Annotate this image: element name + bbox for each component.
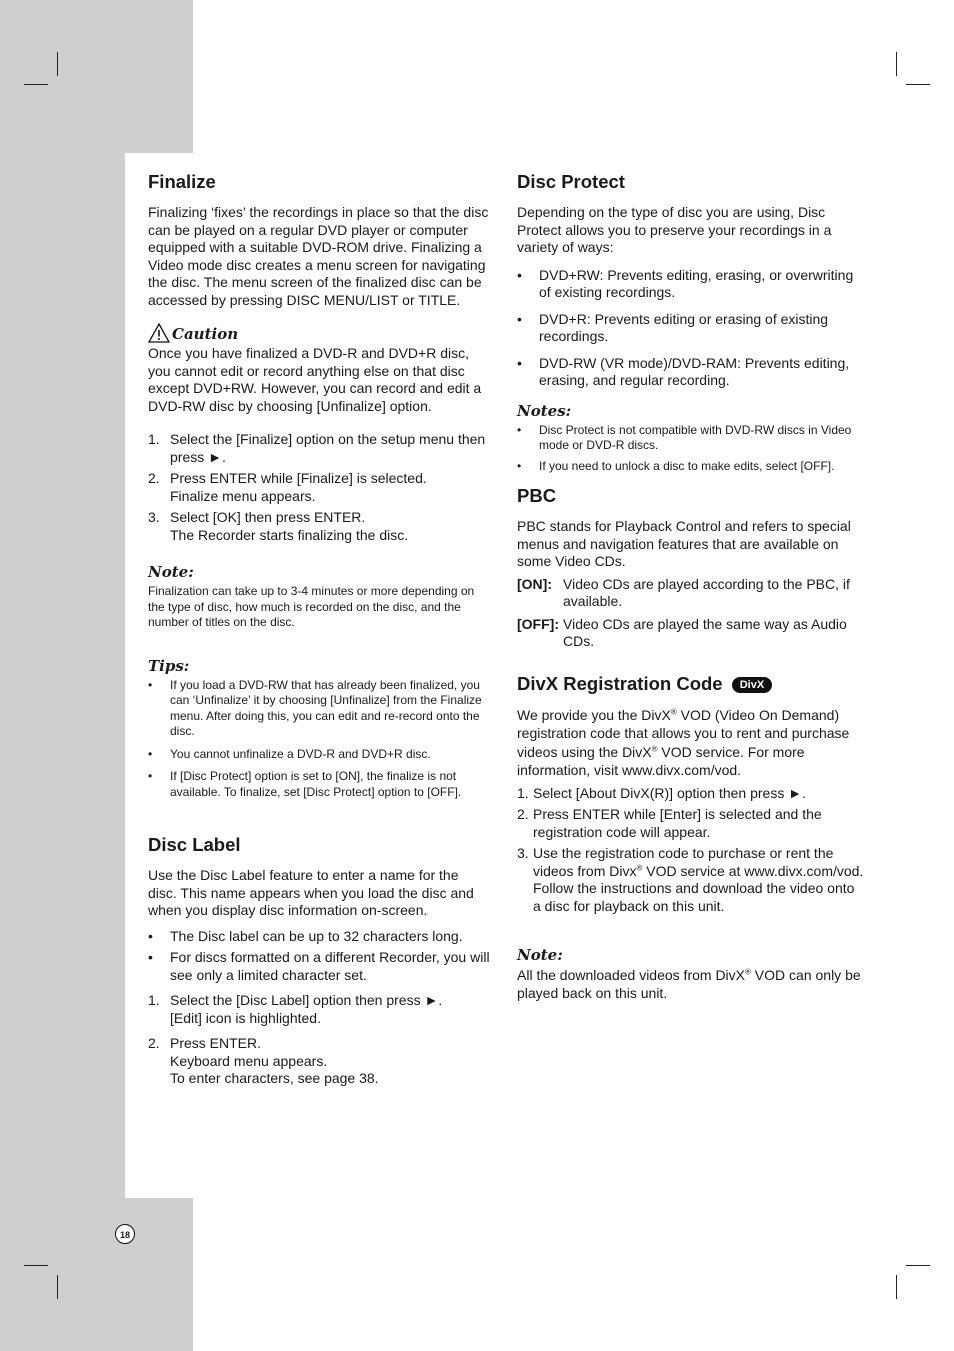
disc-protect-section	[517, 170, 865, 474]
disc-label-heading: Disc Label	[148, 834, 241, 855]
list-item: • DVD+RW: Prevents editing, erasing, or overwriting of existing recordings.	[517, 266, 854, 300]
left-column	[148, 170, 490, 1088]
list-item: 3. Use the registration code to purchase or rent the videos from Divx® VOD service at www.divx.com/vod. Follow the instructions and download the video onto a disc for playback on this unit.	[517, 845, 864, 914]
disc-protect-intro: Depending on the type of disc you are using, Disc Protect allows you to preserve your recordings in a variety of ways:	[517, 204, 832, 255]
pbc-heading: PBC	[517, 485, 557, 506]
disc-protect-notes-heading: Notes:	[517, 401, 572, 420]
finalize-heading: Finalize	[148, 171, 216, 192]
finalize-intro: Finalizing ‘fixes’ the recordings in place so that the disc can be played on a regular DVD player or computer equipped with a suitable DVD-ROM drive. Finalizing a Video mode disc creates a menu screen for navigating the disc. The menu screen of the finalized disc can be accessed by pressing DISC MENU/LIST or TITLE.	[148, 204, 489, 308]
crop-mark	[906, 1265, 930, 1266]
list-item: • If you load a DVD-RW that has already been finalized, you can ‘Unfinalize’ it by choosing [Unfinalize] from the Finalize menu. After doing this, you can edit and re-record onto the disc.	[148, 677, 482, 738]
pbc-option-on: [ON]: Video CDs are played according to the PBC, if available.	[517, 575, 850, 609]
disc-protect-heading: Disc Protect	[517, 171, 625, 192]
crop-mark	[896, 52, 897, 76]
list-item: • The Disc label can be up to 32 characters long.	[148, 927, 463, 944]
margin-band-top	[0, 0, 193, 153]
caution-text: Once you have finalized a DVD-R and DVD+R disc, you cannot edit or record anything else on that disc except DVD+RW. However, you can record and edit a DVD-RW disc by choosing [Unfinalize] option.	[148, 345, 482, 414]
list-item: 2. Press ENTER. Keyboard menu appears. To enter characters, see page 38.	[148, 1035, 379, 1086]
right-column	[517, 170, 865, 1002]
margin-band-bottom	[0, 1198, 193, 1351]
list-item: 1. Select [About DivX(R)] option then press ►.	[517, 784, 806, 801]
list-item: 1. Select the [Finalize] option on the setup menu then press ►.	[148, 431, 486, 465]
list-item: 3. Select [OK] then press ENTER. The Recorder starts finalizing the disc.	[148, 509, 409, 543]
list-item: • Disc Protect is not compatible with DVD-RW discs in Video mode or DVD-R discs.	[517, 422, 852, 452]
margin-band-left	[0, 153, 125, 1198]
disc-protect-notes	[517, 423, 865, 475]
tips-heading: Tips:	[148, 656, 190, 675]
list-item: • If you need to unlock a disc to make edits, select [OFF].	[517, 458, 835, 473]
divx-note-heading: Note:	[517, 946, 563, 964]
disc-label-bullets	[148, 928, 490, 985]
disc-label-section	[148, 833, 490, 1088]
page-number: 18	[115, 1224, 135, 1244]
list-item: • If [Disc Protect] option is set to [ON], the finalize is not available. To finalize, set [Disc Protect] option to [OFF].	[148, 769, 462, 799]
divx-steps	[517, 785, 865, 916]
list-item: 2. Press ENTER while [Finalize] is selected. Finalize menu appears.	[148, 470, 427, 504]
warning-triangle-icon	[148, 323, 170, 343]
list-item: • For discs formatted on a different Recorder, you will see only a limited character set.	[148, 949, 490, 983]
list-item: • You cannot unfinalize a DVD-R and DVD+R disc.	[148, 746, 431, 761]
finalize-note-heading: Note:	[148, 563, 194, 581]
finalize-steps	[148, 431, 490, 544]
disc-label-intro: Use the Disc Label feature to enter a name for the disc. This name appears when you load the disc and when you display disc information on-screen.	[148, 867, 474, 918]
list-item: 2. Press ENTER while [Enter] is selected and the registration code will appear.	[517, 806, 822, 840]
tips-list	[148, 678, 490, 801]
disc-protect-bullets	[517, 267, 865, 390]
divx-heading: DivX Registration Code DivX	[517, 672, 865, 696]
finalize-section	[148, 170, 490, 800]
crop-mark	[906, 84, 930, 85]
list-item: • DVD+R: Prevents editing or erasing of existing recordings.	[517, 310, 829, 344]
crop-mark	[896, 1275, 897, 1299]
pbc-option-off: [OFF]: Video CDs are played the same way as Audio CDs.	[517, 615, 847, 649]
disc-label-steps	[148, 992, 490, 1088]
divx-note-text: All the downloaded videos from DivX® VOD can only be played back on this unit.	[517, 967, 861, 1001]
list-item: • DVD-RW (VR mode)/DVD-RAM: Prevents editing, erasing, and regular recording.	[517, 354, 850, 388]
divx-intro: We provide you the DivX® VOD (Video On Demand) registration code that allows you to rent and purchase videos using the DivX® VOD service. For more information, visit www.divx.com/vod.	[517, 706, 850, 778]
pbc-intro: PBC stands for Playback Control and refers to special menus and navigation features that are available on some Video CDs.	[517, 518, 851, 569]
divx-badge: DivX	[732, 677, 772, 693]
crop-mark	[24, 1265, 48, 1266]
crop-mark	[24, 84, 48, 85]
divx-section	[517, 672, 865, 1003]
pbc-section	[517, 484, 865, 651]
crop-mark	[57, 1275, 58, 1299]
caution-heading: Caution	[172, 325, 239, 343]
list-item: 1. Select the [Disc Label] option then press ►. [Edit] icon is highlighted.	[148, 992, 443, 1026]
crop-mark	[57, 52, 58, 76]
caution-heading-row	[148, 323, 490, 343]
finalize-note-text: Finalization can take up to 3-4 minutes or more depending on the type of disc, how much is recorded on the disc, and the number of titles on the disc.	[148, 584, 475, 629]
